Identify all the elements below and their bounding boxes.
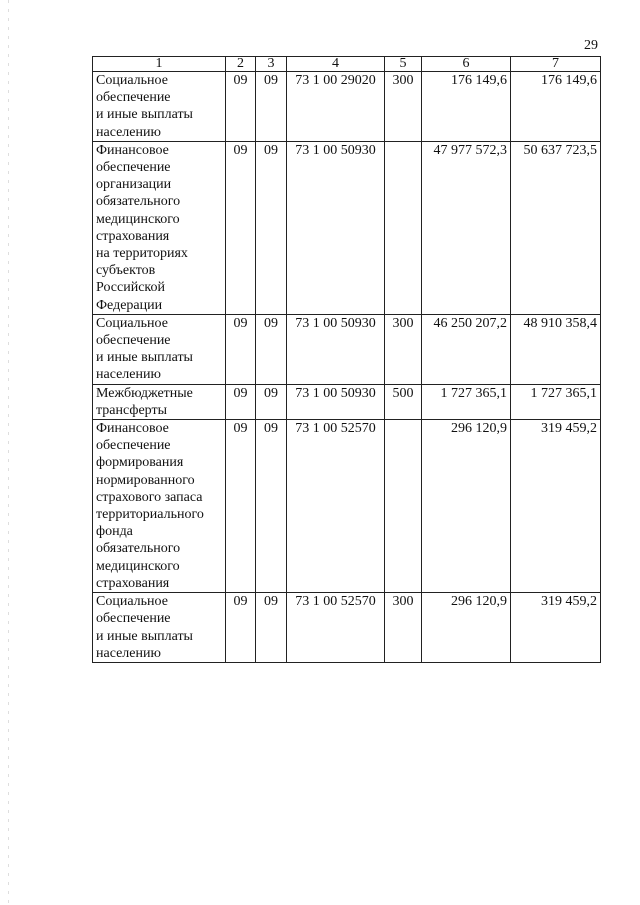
name-line: и иные выплаты xyxy=(96,107,193,123)
amount-col-6: 296 120,9 xyxy=(422,420,511,593)
name-line: Социальное xyxy=(96,73,168,88)
target-article-code: 73 1 00 52570 xyxy=(287,420,385,593)
amount-col-6: 46 250 207,2 xyxy=(422,314,511,384)
name-line: страхования xyxy=(96,575,170,591)
header-cell-3: 3 xyxy=(256,57,287,72)
table-row xyxy=(93,593,601,663)
name-line: медицинского xyxy=(96,558,180,574)
table-row xyxy=(93,141,601,314)
row-name-cell xyxy=(93,72,226,142)
section-code: 09 xyxy=(226,72,256,142)
name-line: населению xyxy=(96,367,161,383)
row-name-cell xyxy=(93,384,226,419)
name-line: Финансовое xyxy=(96,421,169,437)
target-article-code: 73 1 00 50930 xyxy=(287,384,385,419)
target-article-code: 73 1 00 52570 xyxy=(287,593,385,663)
subsection-code: 09 xyxy=(256,72,287,142)
section-code: 09 xyxy=(226,141,256,314)
header-row xyxy=(93,57,601,72)
expense-type-code: 300 xyxy=(385,72,422,142)
name-line: на территориях xyxy=(96,246,188,262)
name-line: страхования xyxy=(96,228,170,244)
page-number: 29 xyxy=(584,38,598,53)
name-line: обеспечение xyxy=(96,611,171,627)
header-cell-7: 7 xyxy=(511,57,601,72)
header-cell-4: 4 xyxy=(287,57,385,72)
name-line: Российской xyxy=(96,280,165,296)
row-name-cell xyxy=(93,141,226,314)
row-name-cell xyxy=(93,593,226,663)
section-code: 09 xyxy=(226,420,256,593)
name-line: обеспечение xyxy=(96,90,171,106)
amount-col-6: 1 727 365,1 xyxy=(422,384,511,419)
name-line: обеспечение xyxy=(96,438,171,454)
table-row xyxy=(93,72,601,142)
amount-col-7: 1 727 365,1 xyxy=(511,384,601,419)
name-line: фонда xyxy=(96,524,133,540)
header-cell-5: 5 xyxy=(385,57,422,72)
row-name-cell xyxy=(93,314,226,384)
amount-col-6: 47 977 572,3 xyxy=(422,141,511,314)
header-cell-1: 1 xyxy=(93,57,226,72)
subsection-code: 09 xyxy=(256,420,287,593)
amount-col-7: 50 637 723,5 xyxy=(511,141,601,314)
name-line: страхового запаса xyxy=(96,489,203,505)
header-cell-6: 6 xyxy=(422,57,511,72)
name-line: населению xyxy=(96,124,161,140)
name-line: Финансовое xyxy=(96,142,169,158)
budget-table xyxy=(92,56,601,663)
amount-col-7: 319 459,2 xyxy=(511,420,601,593)
name-line: нормированного xyxy=(96,472,195,488)
subsection-code: 09 xyxy=(256,141,287,314)
name-line: организации xyxy=(96,177,172,193)
amount-col-7: 48 910 358,4 xyxy=(511,314,601,384)
name-line: медицинского xyxy=(96,211,180,227)
subsection-code: 09 xyxy=(256,593,287,663)
subsection-code: 09 xyxy=(256,384,287,419)
name-line: и иные выплаты xyxy=(96,350,193,366)
expense-type-code xyxy=(385,141,422,314)
amount-col-7: 319 459,2 xyxy=(511,593,601,663)
expense-type-code: 500 xyxy=(385,384,422,419)
name-line: Социальное xyxy=(96,315,168,331)
table-row xyxy=(93,384,601,419)
section-code: 09 xyxy=(226,384,256,419)
expense-type-code: 300 xyxy=(385,593,422,663)
section-code: 09 xyxy=(226,593,256,663)
header-cell-2: 2 xyxy=(226,57,256,72)
amount-col-7: 176 149,6 xyxy=(511,72,601,142)
name-line: обеспечение xyxy=(96,333,171,349)
target-article-code: 73 1 00 29020 xyxy=(287,72,385,142)
name-line: Федерации xyxy=(96,297,163,313)
subsection-code: 09 xyxy=(256,314,287,384)
name-line: трансферты xyxy=(96,402,168,418)
target-article-code: 73 1 00 50930 xyxy=(287,141,385,314)
name-line: и иные выплаты xyxy=(96,628,193,644)
name-line: территориального xyxy=(96,507,204,523)
name-line: населению xyxy=(96,645,161,661)
name-line: формирования xyxy=(96,455,184,471)
target-article-code: 73 1 00 50930 xyxy=(287,314,385,384)
row-name-cell xyxy=(93,420,226,593)
name-line: Социальное xyxy=(96,594,168,610)
name-line: обязательного xyxy=(96,541,181,557)
name-line: субъектов xyxy=(96,263,156,279)
amount-col-6: 296 120,9 xyxy=(422,593,511,663)
section-code: 09 xyxy=(226,314,256,384)
expense-type-code: 300 xyxy=(385,314,422,384)
name-line: обеспечение xyxy=(96,160,171,176)
table-row xyxy=(93,420,601,593)
name-line: Межбюджетные xyxy=(96,385,193,401)
expense-type-code xyxy=(385,420,422,593)
name-line: обязательного xyxy=(96,194,181,210)
amount-col-6: 176 149,6 xyxy=(422,72,511,142)
scan-edge-artifact xyxy=(8,0,9,905)
table-row xyxy=(93,314,601,384)
